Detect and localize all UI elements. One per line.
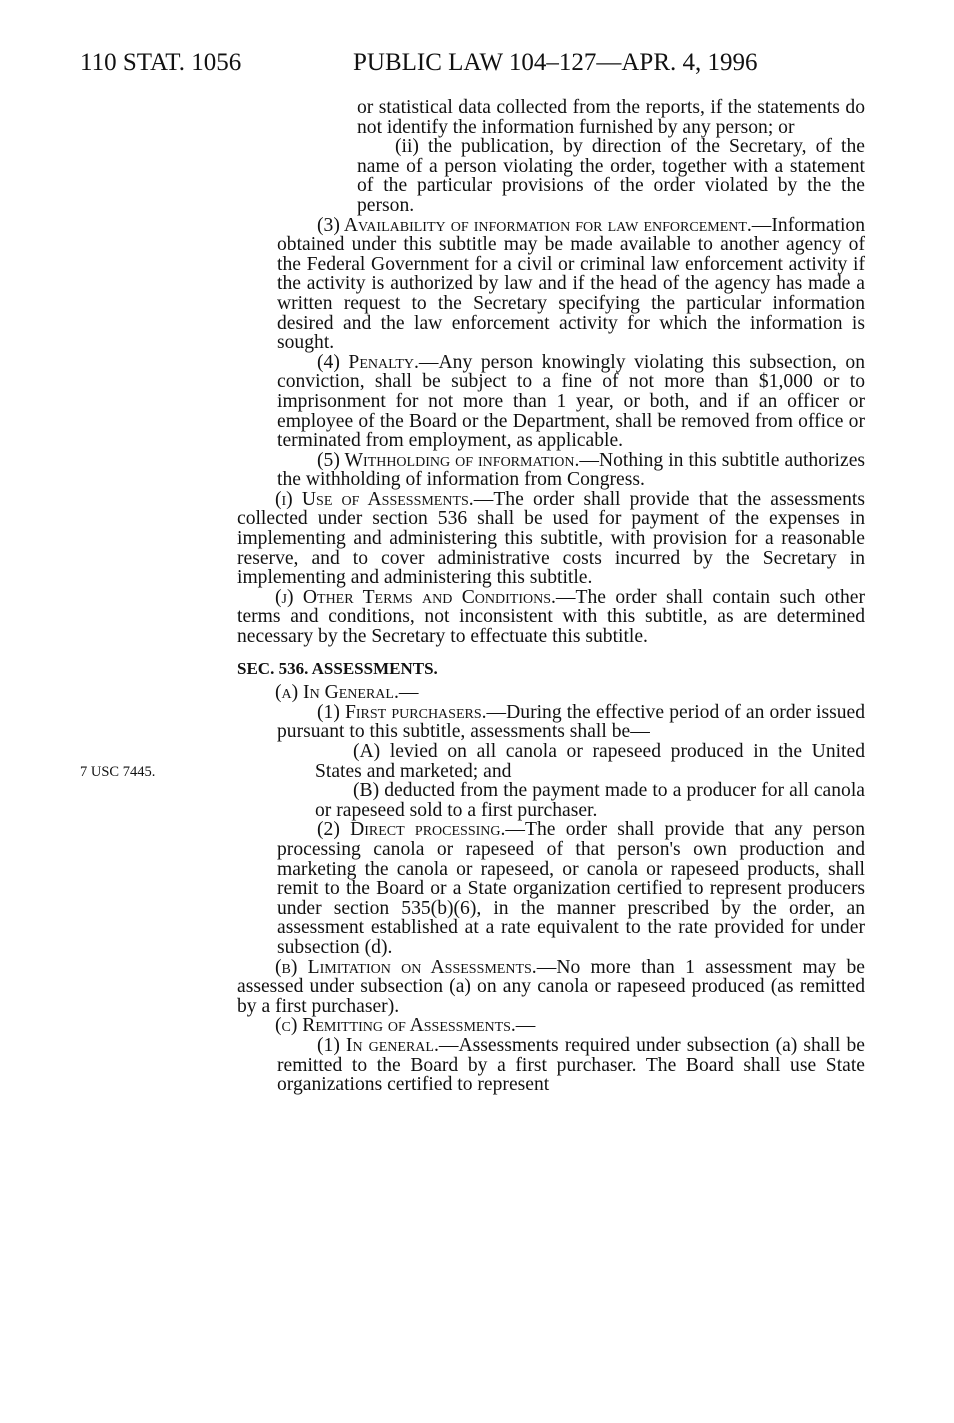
- paragraph-a1-text: During the effective period of an order issued pursuant to this subtitle, assessments shall be—: [277, 701, 865, 743]
- paragraph-5-heading: (5) Withholding of information.—: [317, 449, 599, 471]
- paragraph-4: [237, 353, 865, 451]
- subsection-i-text: The order shall provide that the assessments collected under section 536 shall be used for payment of the expenses in implementing and administering this subtitle, with provision for a reasonable reserve, and to cover administrative costs incurred by the Secretary in implementing and administering this subtitle.: [237, 488, 865, 589]
- subsection-j-text: The order shall contain such other terms and conditions, not inconsistent with this subtitle, as are determined necessary by the Secretary to effectuate this subtitle.: [237, 586, 865, 648]
- subsection-a-heading-line: [237, 683, 865, 703]
- paragraph-a1: [237, 703, 865, 742]
- paragraph-a2-text: The order shall provide that any person processing canola or rapeseed of that person's own production and marketing the canola or rapeseed, or canola or rapeseed products, shall remit to the Board or a State organization certified to represent producers under section 535(b)(6), in the manner prescribed by the order, an assessment established at a rate equivalent to the rate provided for under subsection (d).: [277, 819, 865, 958]
- paragraph-a1-heading: (1) First purchasers.—: [317, 701, 507, 723]
- subsection-b-text: No more than 1 assessment may be assessed under subsection (a) on any canola or rapeseed produced (as remitted by a first purchaser).: [237, 956, 865, 1017]
- usc-margin-note: 7 USC 7445.: [80, 764, 156, 780]
- subsection-b: [237, 958, 865, 1017]
- paragraph-c1-text: Assessments required under subsection (a) shall be remitted to the Board by a first purchaser. The Board shall use State organizations certified to represent: [277, 1034, 865, 1096]
- subparagraph-b: (B) deducted from the payment made to a producer for all canola or rapeseed sold to a first purchaser.: [315, 780, 865, 821]
- paragraph-5-text: Nothing in this subtitle authorizes the withholding of information from Congress.: [277, 449, 866, 491]
- clause-continuation: or statistical data collected from the reports, if the statements do not identify the information furnished by any person; or: [357, 97, 865, 138]
- subsection-a-heading: (a) In General.—: [275, 682, 419, 704]
- subparagraph-a: (A) levied on all canola or rapeseed produced in the United States and marketed; and: [315, 741, 865, 782]
- section-heading: SEC. 536. ASSESSMENTS.: [237, 658, 438, 678]
- subsection-c-heading-line: [237, 1016, 865, 1036]
- paragraph-4-text: Any person knowingly violating this subsection, on conviction, shall be subject to a fine of not more than $1,000 or to imprisonment for not more than 1 year, or both, and if an officer or employee of the Board or the Department, shall be removed from office or terminated from employment, as applicable.: [277, 351, 865, 452]
- subsection-i: [237, 490, 865, 588]
- statute-page-number: 110 STAT. 1056: [80, 49, 242, 76]
- paragraph-5: [237, 451, 865, 490]
- public-law-citation: PUBLIC LAW 104–127—APR. 4, 1996: [353, 49, 758, 76]
- paragraph-a2: [237, 820, 865, 957]
- subsection-b-heading: (b) Limitation on Assessments.—: [275, 956, 557, 978]
- paragraph-3-text: Information obtained under this subtitle may be made available to another agency of the Federal Government for a civil or criminal law enforcement activity if the activity is authorized by law and if the head of the agency has made a written request to the Secretary specifying the particular information desired and the law enforcement activity for which the information is sought.: [277, 214, 865, 354]
- statute-text: [237, 98, 865, 1095]
- subsection-j-heading: (j) Other Terms and Conditions.—: [275, 586, 576, 608]
- subsection-j: [237, 588, 865, 647]
- subsection-i-heading: (i) Use of Assessments.—: [275, 488, 494, 510]
- paragraph-a2-heading: (2) Direct processing.—: [317, 819, 525, 841]
- running-head: [80, 46, 880, 80]
- clause-ii: (ii) the publication, by direction of the Secretary, of the name of a person violating the order, together with a statement of the particular provisions of the order violated by the the person.: [357, 136, 865, 216]
- paragraph-3: [237, 216, 865, 353]
- paragraph-4-heading: (4) Penalty.—: [317, 351, 439, 373]
- paragraph-c1-heading: (1) In general.—: [317, 1034, 459, 1056]
- paragraph-3-heading: (3) Availability of information for law enforcement.—: [317, 214, 772, 236]
- paragraph-c1: [237, 1036, 865, 1095]
- subsection-c-heading: (c) Remitting of Assessments.—: [275, 1015, 536, 1037]
